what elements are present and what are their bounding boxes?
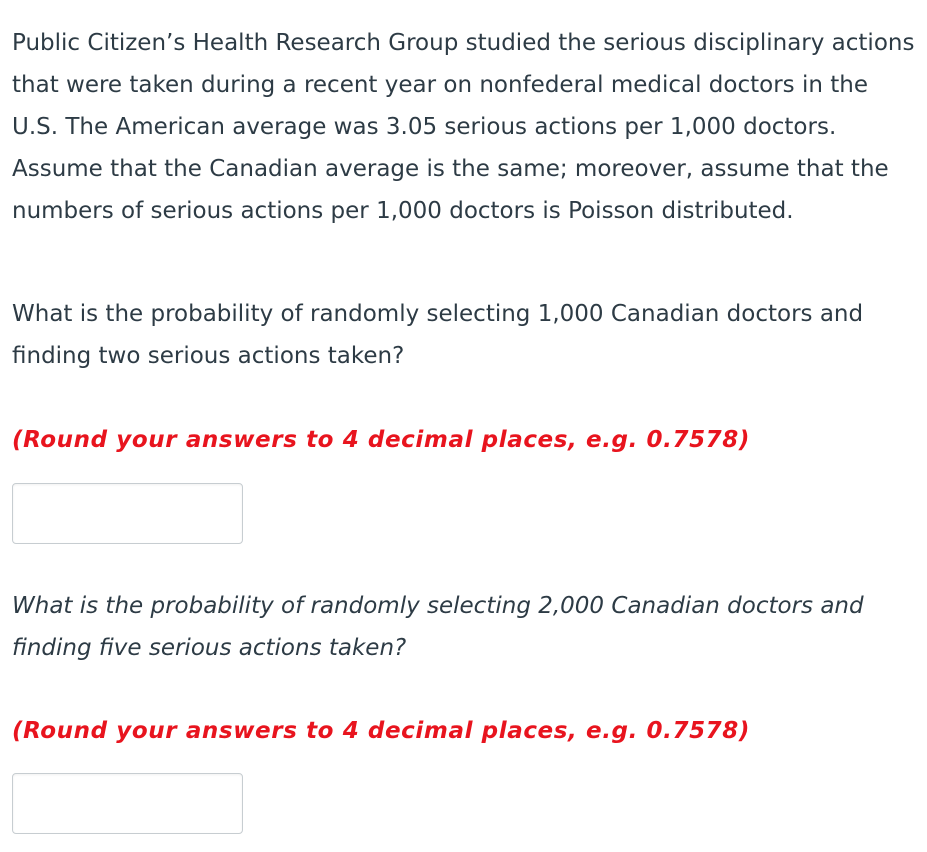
question-2-text: What is the probability of randomly selecting 2,000 Canadian doctors and finding five serious actions taken? [12,593,864,661]
problem-intro: Public Citizen’s Health Research Group studied the serious disciplinary actions that were taken during a recent year on nonfederal medical doctors in the U.S. The American average was 3.05 serious actions per 1,000 doctors. Assume that the Canadian average is the same; moreover, assume that the numbers of serious actions per 1,000 doctors is Poisson distributed. [12,30,915,224]
question-1-answer-input[interactable] [12,483,243,544]
question-2-answer-input[interactable] [12,773,243,834]
question-2-rounding-instruction: (Round your answers to 4 decimal places, e.g. 0.7578) [12,718,751,744]
question-1-text: What is the probability of randomly selecting 1,000 Canadian doctors and finding two serious actions taken? [12,301,864,369]
question-1-rounding-instruction: (Round your answers to 4 decimal places, e.g. 0.7578) [12,427,751,453]
